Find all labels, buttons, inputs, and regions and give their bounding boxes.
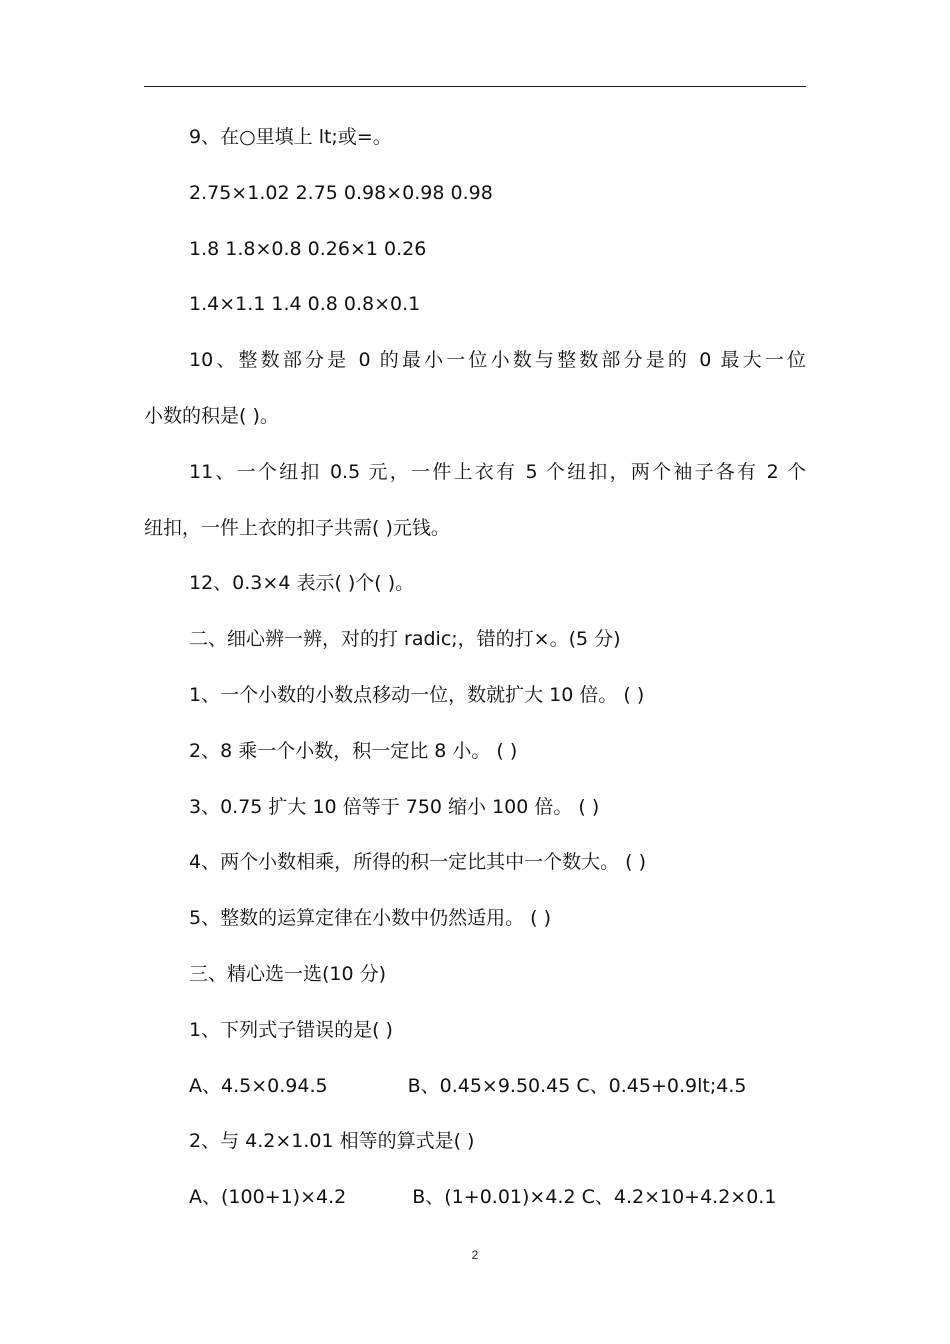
choice-2-option-a: A、(100+1)×4.2 (189, 1186, 347, 1209)
judge-item-5: 5、整数的运算定律在小数中仍然适用。 ( ) (189, 907, 551, 930)
question-11-line-1: 11、一个纽扣 0.5 元，一件上衣有 5 个纽扣，两个袖子各有 2 个 (189, 460, 806, 483)
document-body (144, 110, 806, 1226)
choice-1-option-a: A、4.5×0.94.5 (189, 1074, 328, 1097)
choice-1-options (144, 1059, 806, 1115)
header-rule (144, 86, 806, 87)
compare-row-3: 1.4×1.1 1.4 0.8 0.8×0.1 (189, 293, 421, 316)
choice-question-1: 1、下列式子错误的是( ) (189, 1018, 393, 1041)
choice-1-option-bc: B、0.45×9.50.45 C、0.45+0.9lt;4.5 (407, 1074, 747, 1097)
judge-item-4: 4、两个小数相乘，所得的积一定比其中一个数大。 ( ) (189, 851, 646, 874)
judge-item-1: 1、一个小数的小数点移动一位，数就扩大 10 倍。 ( ) (189, 683, 645, 706)
section-3-heading: 三、精心选一选(10 分) (189, 962, 387, 985)
question-10-line-1: 10、整数部分是 0 的最小一位小数与整数部分是的 0 最大一位 (189, 349, 806, 372)
choice-2-options (144, 1170, 806, 1226)
section-2-heading: 二、细心辨一辨，对的打 radic;，错的打×。(5 分) (189, 628, 621, 651)
question-12: 12、0.3×4 表示( )个( )。 (189, 572, 415, 595)
question-9: 9、在○里填上 lt;或=。 (189, 126, 392, 148)
question-11-line-2: 纽扣，一件上衣的扣子共需( )元钱。 (144, 516, 450, 539)
choice-2-option-bc: B、(1+0.01)×4.2 C、4.2×10+4.2×0.1 (412, 1186, 777, 1209)
page-number: 2 (471, 1248, 479, 1262)
compare-row-2: 1.8 1.8×0.8 0.26×1 0.26 (189, 237, 427, 260)
question-10-line-2: 小数的积是( )。 (144, 404, 279, 427)
judge-item-2: 2、8 乘一个小数，积一定比 8 小。 ( ) (189, 739, 518, 762)
choice-question-2: 2、与 4.2×1.01 相等的算式是( ) (189, 1130, 475, 1153)
judge-item-3: 3、0.75 扩大 10 倍等于 750 缩小 100 倍。 ( ) (189, 795, 600, 818)
compare-row-1: 2.75×1.02 2.75 0.98×0.98 0.98 (189, 181, 493, 204)
